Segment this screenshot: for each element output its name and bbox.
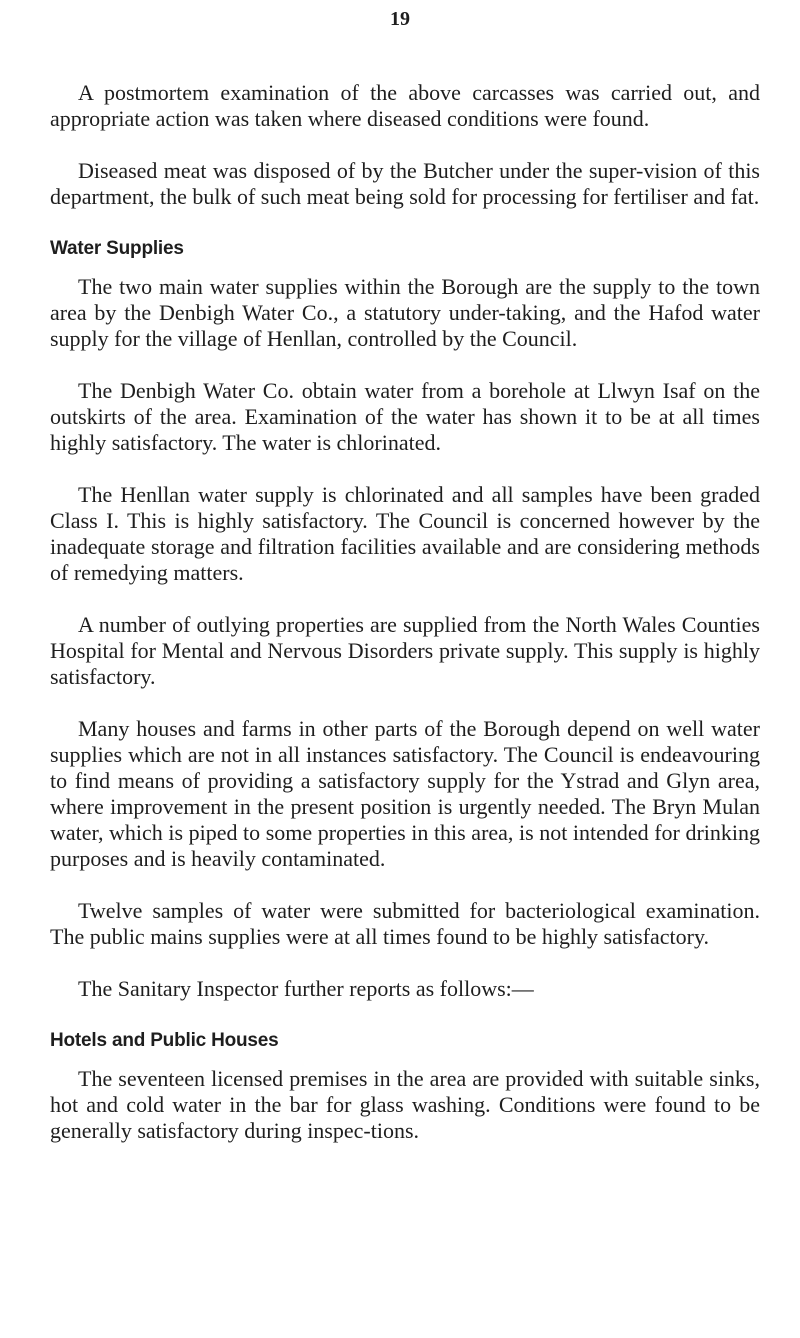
heading-water-supplies: Water Supplies — [50, 238, 184, 259]
section-hotels — [50, 1028, 760, 1144]
section-water-supplies — [50, 236, 760, 1002]
page-number: 19 — [390, 8, 410, 30]
document-body — [50, 80, 760, 1170]
paragraph-main-supplies: The two main water supplies within the Borough are the supply to the town area by the Denbigh Water Co., a statutory under-taking, and the Hafod water supply for the village of Henllan, controlled by the Council. — [50, 274, 760, 351]
paragraph-licensed-premises: The seventeen licensed premises in the area are provided with suitable sinks, hot and cold water in the bar for glass washing. Conditions were found to be generally satisfactory during inspec-tions. — [50, 1066, 760, 1143]
paragraph-postmortem: A postmortem examination of the above carcasses was carried out, and appropriate action was taken where diseased conditions were found. — [50, 80, 760, 131]
paragraph-diseased-meat: Diseased meat was disposed of by the Butcher under the super-vision of this department, the bulk of such meat being sold for processing for fertiliser and fat. — [50, 158, 760, 209]
paragraph-outlying-properties: A number of outlying properties are supplied from the North Wales Counties Hospital for Mental and Nervous Disorders private supply. This supply is highly satisfactory. — [50, 612, 760, 689]
heading-hotels: Hotels and Public Houses — [50, 1030, 279, 1051]
paragraph-henllan-supply: The Henllan water supply is chlorinated and all samples have been graded Class I. This is highly satisfactory. The Council is concerned however by the inadequate storage and filtration facilities available and are considering methods of remedying matters. — [50, 482, 760, 585]
paragraph-denbigh-water: The Denbigh Water Co. obtain water from a borehole at Llwyn Isaf on the outskirts of the area. Examination of the water has shown it to be at all times highly satisfactory. The water is chlorinated. — [50, 378, 760, 455]
paragraph-inspector-reports: The Sanitary Inspector further reports as follows:— — [78, 976, 534, 1001]
paragraph-samples: Twelve samples of water were submitted for bacteriological examination. The public mains supplies were at all times found to be highly satisfactory. — [50, 898, 760, 949]
paragraph-well-supplies: Many houses and farms in other parts of the Borough depend on well water supplies which are not in all instances satisfactory. The Council is endeavouring to find means of providing a satisfactory supply for the Ystrad and Glyn area, where improvement in the present position is urgently needed. The Bryn Mulan water, which is piped to some properties in this area, is not intended for drinking purposes and is heavily contaminated. — [50, 716, 760, 871]
